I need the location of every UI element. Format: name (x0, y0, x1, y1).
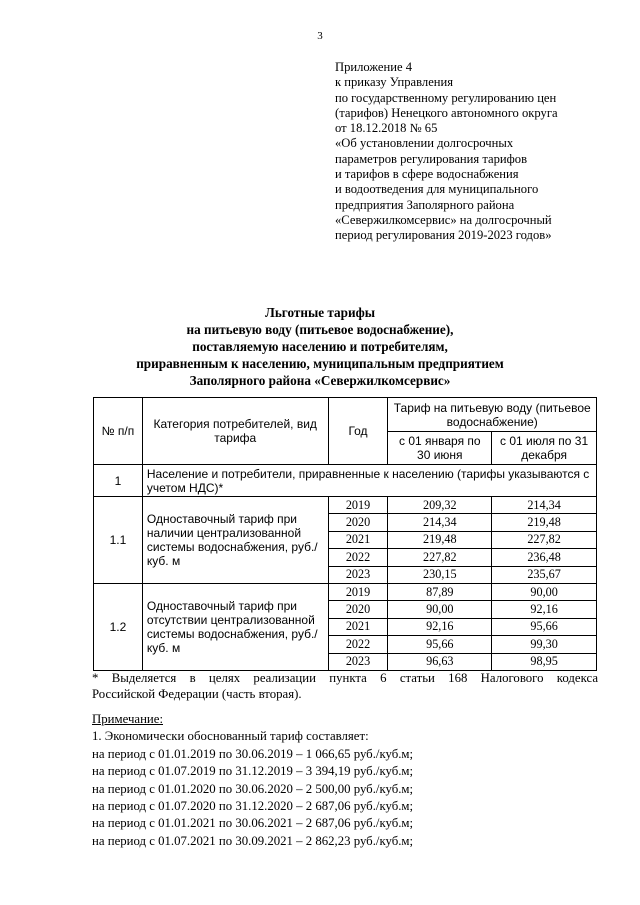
year-cell: 2019 (328, 497, 388, 514)
notes-period: на период с 01.01.2020 по 30.06.2020 – 2 500,00 руб./куб.м; (92, 781, 414, 796)
appendix-line: «Об установлении долгосрочных (335, 136, 514, 151)
year-cell: 2022 (328, 549, 388, 566)
notes-period: на период с 01.01.2021 по 30.06.2021 – 2 687,06 руб./куб.м; (92, 816, 414, 831)
tariff-h2-cell: 235,67 (492, 566, 597, 583)
tariff-h2-cell: 227,82 (492, 531, 597, 548)
tariff-h1-cell: 219,48 (388, 531, 492, 548)
tariff-h1-cell: 227,82 (388, 549, 492, 566)
tariff-h2-cell: 95,66 (492, 618, 597, 635)
title-line: Льготные тарифы (265, 305, 375, 320)
tariff-h2-cell: 236,48 (492, 549, 597, 566)
section-label: Население и потребители, приравненные к населению (тарифы указываются с учетом НДС)* (142, 465, 596, 497)
tariff-h1-cell: 230,15 (388, 566, 492, 583)
tariff-h2-cell: 214,34 (492, 497, 597, 514)
appendix-line: «Севержилкомсервис» на долгосрочный (335, 212, 552, 227)
title-line: приравненным к населению, муниципальным предприятием (136, 356, 504, 371)
tariff-h2-cell: 98,95 (492, 653, 597, 670)
appendix-line: и тарифов в сфере водоснабжения (335, 167, 519, 182)
title-line: на питьевую воду (питьевое водоснабжение), (186, 322, 454, 337)
tariff-h1-cell: 92,16 (388, 618, 492, 635)
year-cell: 2023 (328, 566, 388, 583)
appendix-line: параметров регулирования тарифов (335, 151, 528, 166)
tariff-table (93, 397, 597, 671)
tariff-h1-cell: 96,63 (388, 653, 492, 670)
tariff-h2-cell: 92,16 (492, 601, 597, 618)
tariff-h1-cell: 87,89 (388, 583, 492, 600)
tariff-h1-cell: 95,66 (388, 636, 492, 653)
notes-period: на период с 01.07.2021 по 30.09.2021 – 2 862,23 руб./куб.м; (92, 833, 414, 848)
header-category: Категория потребителей, вид тарифа (142, 398, 328, 465)
year-cell: 2019 (328, 583, 388, 600)
group-num: 1.2 (94, 583, 143, 670)
notes-section (92, 711, 598, 850)
notes-period: на период с 01.07.2019 по 31.12.2019 – 3 394,19 руб./куб.м; (92, 764, 414, 779)
group-num: 1.1 (94, 497, 143, 584)
year-cell: 2020 (328, 514, 388, 531)
header-num: № п/п (94, 398, 143, 465)
group-name: Одноставочный тариф при отсутствии централизованной системы водоснабжения, руб./куб. м (142, 583, 328, 670)
year-cell: 2021 (328, 531, 388, 548)
year-cell: 2022 (328, 636, 388, 653)
tariff-h1-cell: 214,34 (388, 514, 492, 531)
document-title (0, 304, 640, 389)
year-cell: 2020 (328, 601, 388, 618)
appendix-line: от 18.12.2018 № 65 (335, 121, 438, 136)
notes-heading: Примечание: (92, 712, 163, 726)
notes-item: 1. Экономически обоснованный тариф составляет: (92, 729, 369, 744)
appendix-line: Приложение 4 (335, 60, 413, 74)
header-period-2: с 01 июля по 31 декабря (492, 432, 597, 465)
notes-period: на период с 01.01.2019 по 30.06.2019 – 1 066,65 руб./куб.м; (92, 746, 414, 761)
appendix-line: по государственному регулированию цен (335, 90, 557, 105)
page-number: 3 (317, 30, 323, 42)
title-line: Заполярного района «Севержилкомсервис» (189, 373, 451, 388)
tariff-h1-cell: 209,32 (388, 497, 492, 514)
footnote-line: Российской Федерации (часть вторая). (92, 687, 302, 701)
header-year: Год (328, 398, 388, 465)
header-period-1: с 01 января по 30 июня (388, 432, 492, 465)
notes-period: на период с 01.07.2020 по 31.12.2020 – 2 687,06 руб./куб.м; (92, 799, 414, 814)
appendix-header (335, 60, 630, 244)
appendix-line: (тарифов) Ненецкого автономного округа (335, 105, 558, 120)
group-name: Одноставочный тариф при наличии централизованной системы водоснабжения, руб./куб. м (142, 497, 328, 584)
header-tariff: Тариф на питьевую воду (питьевое водоснабжение) (388, 398, 597, 432)
footnote-line: * Выделяется в целях реализации пункта 6 статьи 168 Налогового кодекса (92, 671, 598, 685)
appendix-line: период регулирования 2019-2023 годов» (335, 228, 552, 243)
appendix-line: к приказу Управления (335, 75, 454, 90)
tariff-h2-cell: 90,00 (492, 583, 597, 600)
title-line: поставляемую населению и потребителям, (192, 339, 448, 354)
year-cell: 2023 (328, 653, 388, 670)
year-cell: 2021 (328, 618, 388, 635)
tariff-h1-cell: 90,00 (388, 601, 492, 618)
tariff-h2-cell: 219,48 (492, 514, 597, 531)
footnote (92, 670, 598, 702)
appendix-line: и водоотведения для муниципального (335, 182, 539, 197)
tariff-h2-cell: 99,30 (492, 636, 597, 653)
section-num: 1 (94, 465, 143, 497)
appendix-line: предприятия Заполярного района (335, 197, 515, 212)
